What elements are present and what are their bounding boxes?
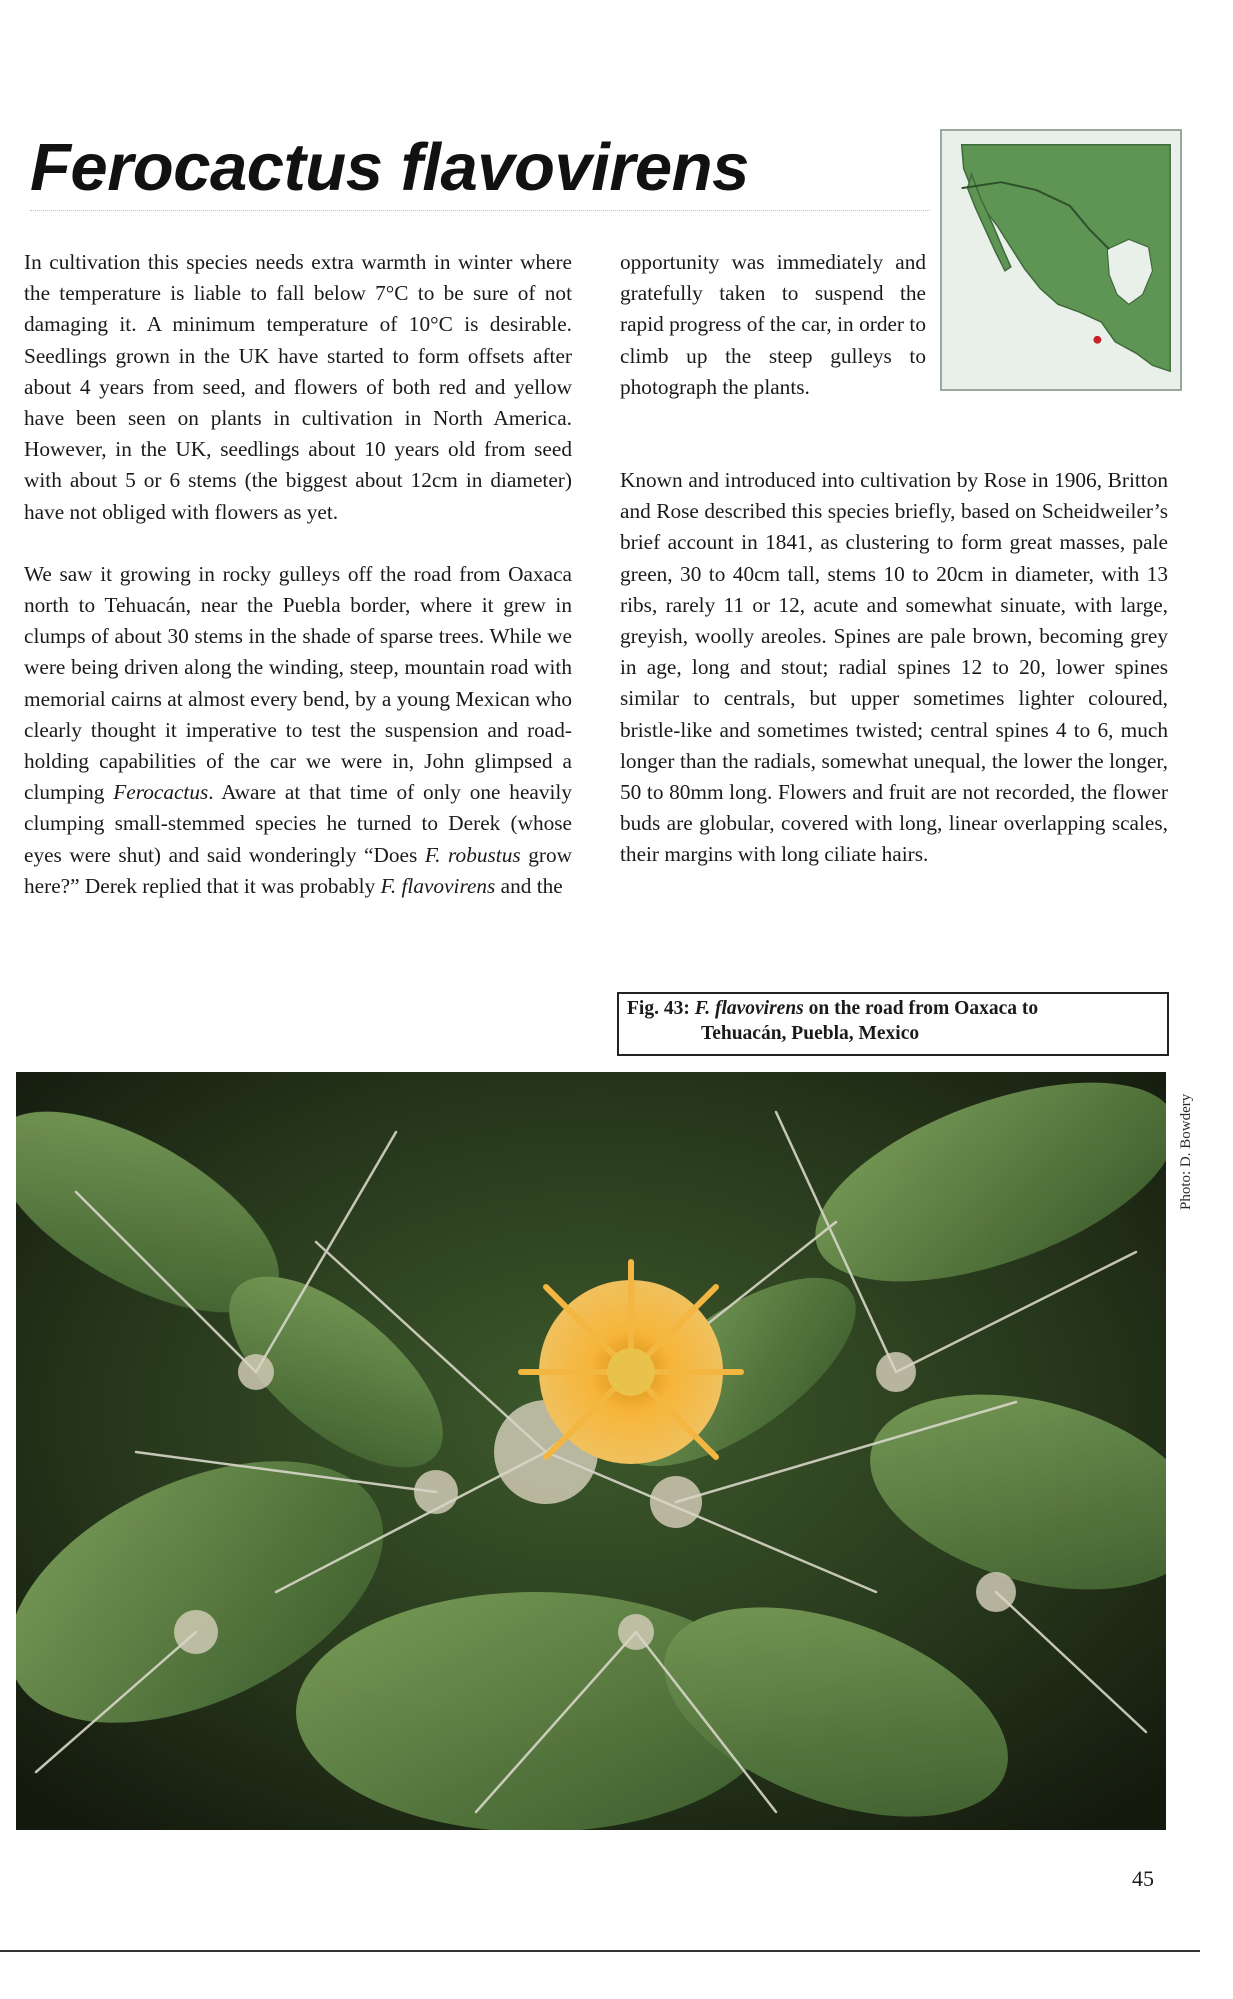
italic-genus: Ferocactus xyxy=(113,780,209,805)
caption-text-line2: Tehuacán, Puebla, Mexico xyxy=(701,1023,920,1044)
paragraph-description: Known and introduced into cultivation by Rose in 1906, Britton and Rose described this species briefly, based on Scheidweiler’s brief account in 1841, as clustering to form great masses, pale green, 30 to 40cm tall, stems 10 to 20cm in diameter, with 13 ribs, rarely 11 or 12, acute and somewhat sinuate, with large, greyish, woolly areoles. Spines are pale brown, becoming grey in age, long and stout; radial spines 12 to 20, lower spines similar to centrals, but upper sometimes lighter coloured, bristle-like and sometimes twisted; central spines 4 to 6, much longer than the radials, somewhat unequal, the lower the longer, 50 to 80mm long. Flowers and fruit are not recorded, the flower buds are globular, covered with long, linear overlapping scales, their margins with long ciliate hairs. xyxy=(620,468,1168,867)
caption-species: F. flavovirens xyxy=(694,998,804,1019)
paragraph-field-trip xyxy=(24,559,572,902)
right-column xyxy=(620,465,1168,871)
paragraph-continuation: opportunity was immediately and gratefully taken to suspend the rapid progress of the car, in order to climb up the steep gulleys to photograph the plants. xyxy=(620,250,926,399)
photo-credit: Photo: D. Bowdery xyxy=(1178,1093,1194,1210)
italic-species: F. robustus xyxy=(424,842,521,867)
cactus-flower-photo xyxy=(16,1072,1166,1830)
text-run: and the xyxy=(495,873,563,898)
page-title: Ferocactus flavovirens xyxy=(30,130,749,205)
paragraph-cultivation: In cultivation this species needs extra warmth in winter where the temperature is liable to fall below 7°C to be sure of not damaging it. A minimum temperature of 10°C is desirable. Seedlings grown in the UK have started to form offsets after about 4 years from seed, and flowers of both red and yellow have been seen on plants in cultivation in North America. However, in the UK, seedlings about 10 years old from seed with about 5 or 6 stems (the biggest about 12cm in diameter) have not obliged with flowers as yet. xyxy=(24,250,572,524)
mexico-map-icon xyxy=(942,131,1180,389)
cactus-photo xyxy=(16,1072,1166,1830)
text-run: . Aware at that time of only one heavily clumping small-stemmed species he turned to Derek (whose eyes were shut) and said wonderingly “Does xyxy=(24,780,572,867)
footer-rule xyxy=(0,1950,1200,1952)
title-underline xyxy=(30,210,930,211)
text-run: grow here?” Derek replied that it was probably xyxy=(24,842,572,898)
caption-fig-label: Fig. 43: xyxy=(627,998,690,1019)
location-marker xyxy=(1093,336,1101,344)
right-column-top xyxy=(620,247,926,403)
text-run: We saw it growing in rocky gulleys off the road from Oaxaca north to Tehuacán, near the Puebla border, where it grew in clumps of about 30 stems in the shade of sparse trees. While we were being driven along the winding, steep, mountain road with memorial cairns at almost every bend, by a young Mexican who clearly thought it imperative to test the suspension and road-holding capabilities of the car we were in, John glimpsed a clumping xyxy=(24,561,572,805)
italic-species: F. flavovirens xyxy=(380,873,496,898)
figure-caption xyxy=(617,992,1169,1056)
page-number: 45 xyxy=(1132,1866,1154,1891)
locator-map xyxy=(940,129,1182,391)
caption-text: on the road from Oaxaca to xyxy=(803,998,1039,1019)
left-column xyxy=(24,247,572,902)
